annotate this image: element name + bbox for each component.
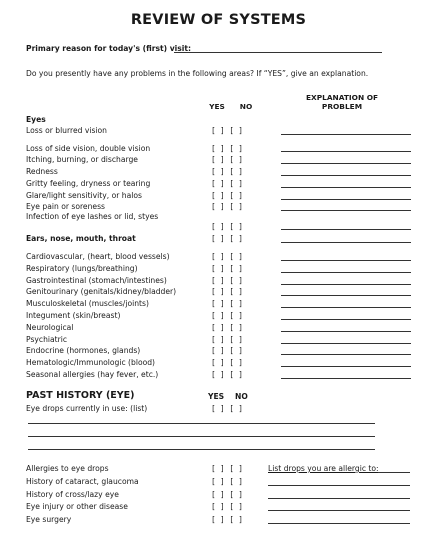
yes-no-checkboxes[interactable]: [ ] [ ] — [211, 126, 244, 135]
item-label: Loss or blurred vision — [26, 126, 107, 135]
yes-no-checkboxes[interactable]: [ ] [ ] — [211, 202, 244, 211]
primary-reason-label: Primary reason for today's (first) visit: — [26, 44, 192, 53]
item-label: Loss of side vision, double vision — [26, 144, 151, 153]
yes-no-checkboxes[interactable]: [ ] [ ] — [211, 179, 244, 188]
explanation-field[interactable] — [281, 331, 411, 332]
explanation-field[interactable] — [281, 354, 411, 355]
yes-no-checkboxes[interactable]: [ ] [ ] — [211, 155, 244, 164]
allergic-drops-field[interactable] — [378, 472, 410, 473]
yes-no-checkboxes[interactable]: [ ] [ ] — [211, 323, 244, 332]
explanation-field[interactable] — [281, 151, 411, 152]
explanation-field[interactable] — [281, 343, 411, 344]
past-history-no-header: NO — [235, 392, 248, 401]
eye-drops-label: Eye drops currently in use: (list) — [26, 404, 148, 413]
yes-no-checkboxes[interactable]: [ ] [ ] — [211, 502, 244, 511]
item-label: Cardiovascular, (heart, blood vessels) — [26, 252, 170, 261]
eye-drops-list-line[interactable] — [28, 449, 375, 450]
explanation-field[interactable] — [281, 163, 411, 164]
item-label: Gastrointestinal (stomach/intestines) — [26, 276, 167, 285]
item-label: Musculoskeletal (muscles/joints) — [26, 299, 149, 308]
yes-no-checkboxes[interactable]: [ ] [ ] — [211, 276, 244, 285]
item-label: Gritty feeling, dryness or tearing — [26, 179, 151, 188]
yes-column-header: YES — [209, 102, 225, 111]
item-label: Glare/light sensitivity, or halos — [26, 191, 142, 200]
explanation-field[interactable] — [268, 510, 410, 511]
explanation-field[interactable] — [281, 199, 411, 200]
page-title: REVIEW OF SYSTEMS — [130, 12, 307, 28]
explanation-field[interactable] — [268, 498, 410, 499]
yes-no-checkboxes[interactable]: [ ] [ ] — [211, 252, 244, 261]
item-label: Respiratory (lungs/breathing) — [26, 264, 138, 273]
instruction-text: Do you presently have any problems in the following areas? If “YES”, give an explanation. — [26, 69, 369, 78]
explanation-field[interactable] — [281, 260, 411, 261]
yes-no-checkboxes[interactable]: [ ] [ ] — [211, 191, 244, 200]
yes-no-checkboxes[interactable]: [ ] [ ] — [211, 358, 244, 367]
explanation-field[interactable] — [281, 319, 411, 320]
explanation-field[interactable] — [281, 272, 411, 273]
eye-drops-list-line[interactable] — [28, 436, 375, 437]
explanation-field[interactable] — [268, 485, 410, 486]
list-allergic-drops-label: List drops you are allergic to: — [268, 464, 379, 473]
yes-no-checkboxes[interactable]: [ ] [ ] — [211, 264, 244, 273]
eyes-heading: Eyes — [26, 115, 46, 124]
yes-no-checkboxes[interactable]: [ ] [ ] — [211, 404, 244, 413]
yes-no-checkboxes[interactable]: [ ] [ ] — [211, 515, 244, 524]
item-label: History of cross/lazy eye — [26, 490, 119, 499]
yes-no-checkboxes[interactable]: [ ] [ ] — [211, 234, 244, 243]
item-label: Genitourinary (genitals/kidney/bladder) — [26, 287, 177, 296]
item-label: Eye pain or soreness — [26, 202, 105, 211]
item-label: Redness — [26, 167, 58, 176]
explanation-field[interactable] — [281, 295, 411, 296]
item-label: Infection of eye lashes or lid, styes — [26, 212, 159, 221]
yes-no-checkboxes[interactable]: [ ] [ ] — [211, 490, 244, 499]
explanation-field[interactable] — [281, 210, 411, 211]
item-label: Seasonal allergies (hay fever, etc.) — [26, 370, 159, 379]
explanation-field[interactable] — [281, 366, 411, 367]
explanation-field[interactable] — [281, 187, 411, 188]
yes-no-checkboxes[interactable]: [ ] [ ] — [211, 477, 244, 486]
item-label: Hematologic/Immunologic (blood) — [26, 358, 156, 367]
explanation-field[interactable] — [281, 307, 411, 308]
item-label: Eye surgery — [26, 515, 72, 524]
yes-no-checkboxes[interactable]: [ ] [ ] — [211, 346, 244, 355]
item-label: Itching, burning, or discharge — [26, 155, 138, 164]
explanation-field[interactable] — [268, 523, 410, 524]
past-history-heading: PAST HISTORY (EYE) — [26, 390, 135, 401]
explanation-field[interactable] — [281, 284, 411, 285]
no-column-header: NO — [239, 102, 253, 111]
item-label: Psychiatric — [26, 335, 68, 344]
item-label: Neurological — [26, 323, 74, 332]
yes-no-checkboxes[interactable]: [ ] [ ] — [211, 311, 244, 320]
past-history-yes-header: YES — [208, 392, 225, 401]
explanation-header-line2: PROBLEM — [321, 102, 363, 111]
ent-heading: Ears, nose, mouth, throat — [26, 234, 136, 243]
explanation-field[interactable] — [281, 242, 411, 243]
yes-no-checkboxes[interactable]: [ ] [ ] — [211, 222, 244, 231]
explanation-field[interactable] — [281, 229, 411, 230]
yes-no-checkboxes[interactable]: [ ] [ ] — [211, 167, 244, 176]
yes-no-checkboxes[interactable]: [ ] [ ] — [211, 335, 244, 344]
yes-no-checkboxes[interactable]: [ ] [ ] — [211, 144, 244, 153]
yes-no-checkboxes[interactable]: [ ] [ ] — [211, 299, 244, 308]
explanation-field[interactable] — [281, 175, 411, 176]
item-label: Endocrine (hormones, glands) — [26, 346, 141, 355]
primary-reason-field[interactable] — [174, 52, 382, 53]
item-label: Allergies to eye drops — [26, 464, 109, 473]
explanation-field[interactable] — [281, 378, 411, 379]
explanation-header-line1: EXPLANATION OF — [305, 93, 379, 102]
explanation-field[interactable] — [281, 134, 411, 135]
item-label: Eye injury or other disease — [26, 502, 128, 511]
item-label: Integument (skin/breast) — [26, 311, 121, 320]
item-label: History of cataract, glaucoma — [26, 477, 139, 486]
yes-no-checkboxes[interactable]: [ ] [ ] — [211, 287, 244, 296]
yes-no-checkboxes[interactable]: [ ] [ ] — [211, 464, 244, 473]
yes-no-checkboxes[interactable]: [ ] [ ] — [211, 370, 244, 379]
eye-drops-list-line[interactable] — [28, 423, 375, 424]
